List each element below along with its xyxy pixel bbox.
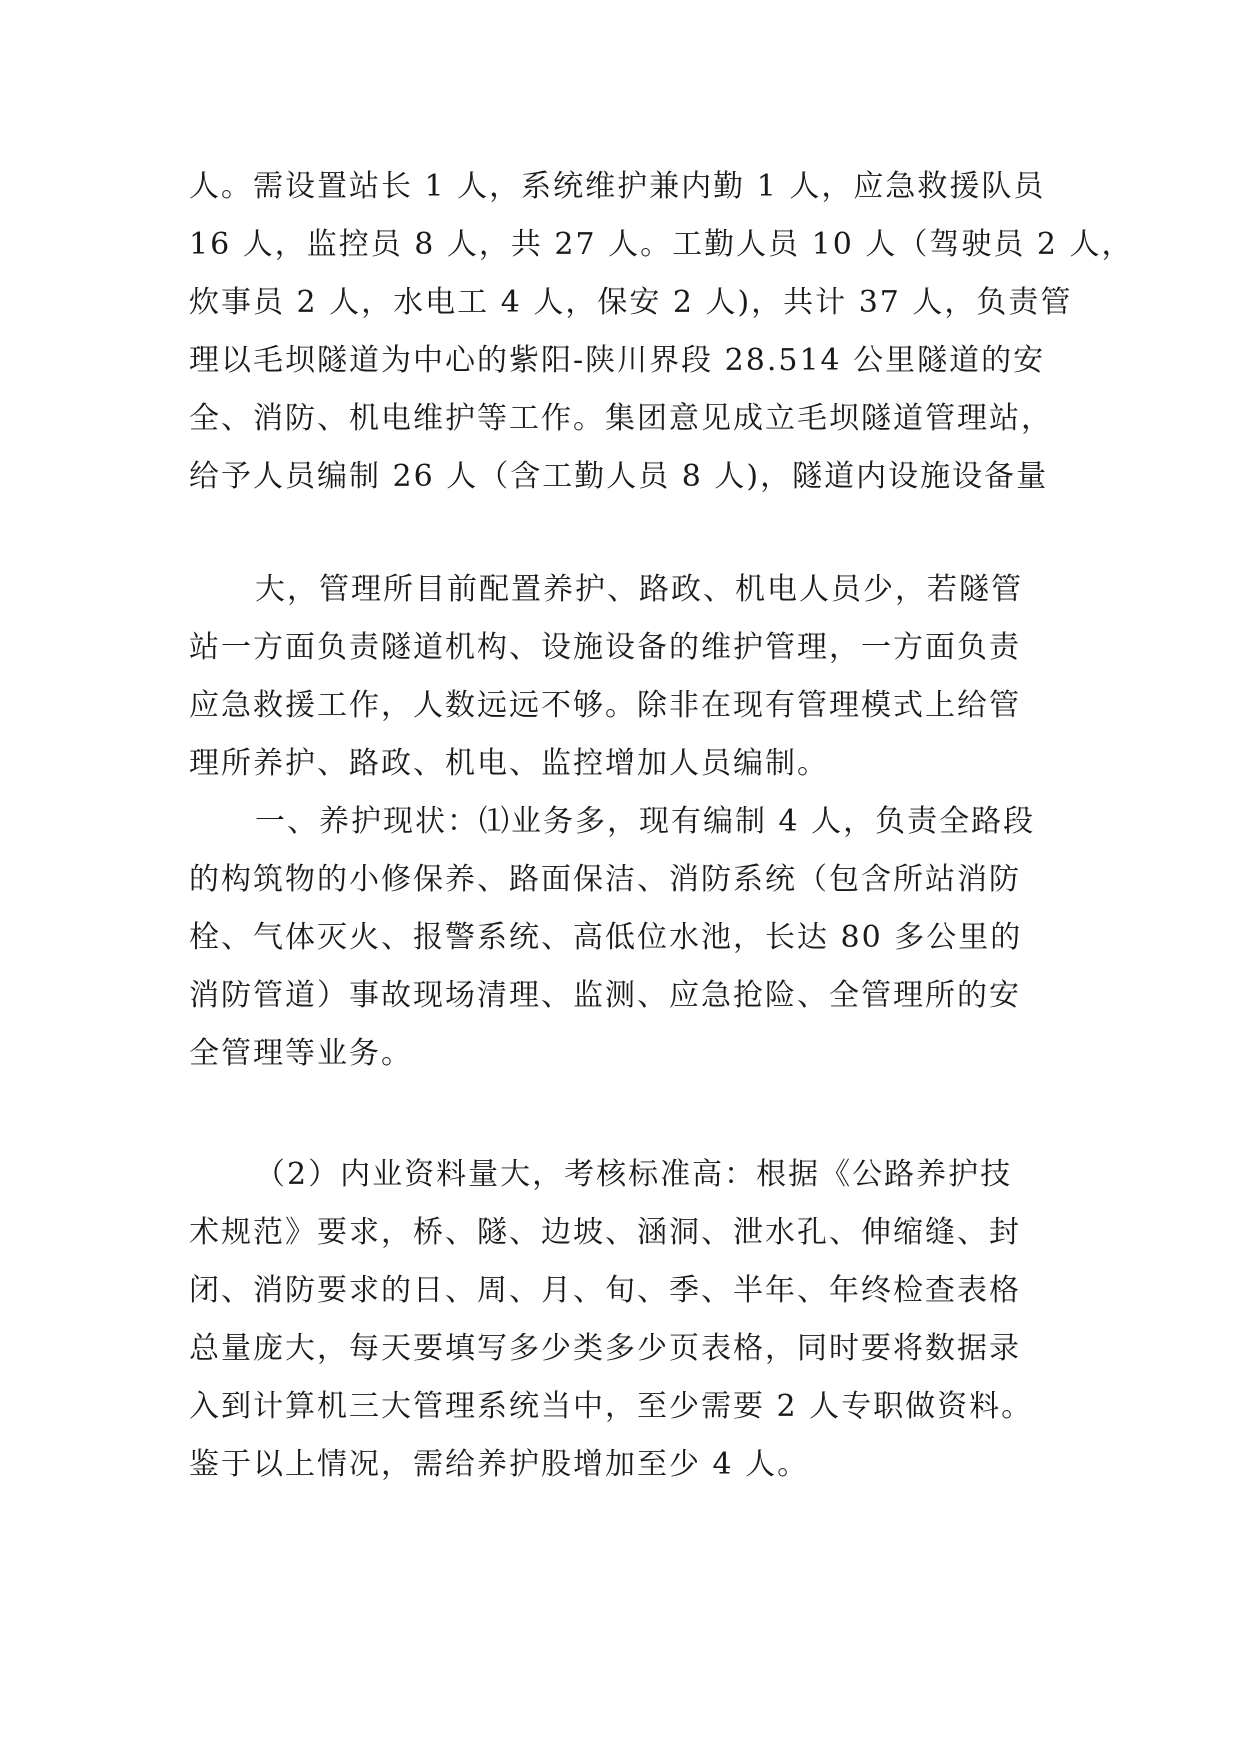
text-line: 站一方面负责隧道机构、设施设备的维护管理，一方面负责 (189, 630, 1021, 665)
text-line: 理以毛坝隧道为中心的紫阳-陕川界段 28.514 公里隧道的安 (189, 343, 1046, 378)
text-line: 给予人员编制 26 人（含工勤人员 8 人)，隧道内设施设备量 (189, 459, 1049, 494)
text-line: 栓、气体灭火、报警系统、高低位水池，长达 80 多公里的 (189, 920, 1023, 955)
text-line: 全、消防、机电维护等工作。集团意见成立毛坝隧道管理站， (189, 401, 1053, 436)
text-line: 应急救援工作，人数远远不够。除非在现有管理模式上给管 (189, 688, 1021, 723)
text-line: 鉴于以上情况，需给养护股增加至少 4 人。 (189, 1447, 810, 1482)
text-line: 闭、消防要求的日、周、月、旬、季、半年、年终检查表格 (189, 1273, 1021, 1308)
text-line: 理所养护、路政、机电、监控增加人员编制。 (189, 746, 829, 781)
paragraph-staffing (189, 158, 1134, 506)
text-line: 入到计算机三大管理系统当中，至少需要 2 人专职做资料。 (189, 1389, 1034, 1424)
text-line: 术规范》要求，桥、隧、边坡、涵洞、泄水孔、伸缩缝、封 (189, 1215, 1021, 1250)
text-line: 人。需设置站长 1 人，系统维护兼内勤 1 人，应急救援队员 (189, 169, 1046, 204)
text-line: 消防管道）事故现场清理、监测、应急抢险、全管理所的安 (189, 978, 1021, 1013)
text-line: 的构筑物的小修保养、路面保洁、消防系统（包含所站消防 (189, 862, 1021, 897)
text-line: 炊事员 2 人，水电工 4 人，保安 2 人)，共计 37 人，负责管 (189, 285, 1073, 320)
paragraph-internal-records (189, 1146, 1069, 1494)
text-line: 全管理等业务。 (189, 1036, 413, 1071)
text-line: （2）内业资料量大，考核标准高：根据《公路养护技 (255, 1157, 1013, 1192)
paragraph-maintenance-status (189, 561, 1069, 1083)
text-line: 16 人，监控员 8 人，共 27 人。工勤人员 10 人（驾驶员 2 人， (189, 227, 1134, 262)
text-line: 总量庞大，每天要填写多少类多少页表格，同时要将数据录 (189, 1331, 1021, 1366)
text-line: 一、养护现状：⑴业务多，现有编制 4 人，负责全路段 (255, 804, 1036, 839)
text-line: 大，管理所目前配置养护、路政、机电人员少，若隧管 (255, 572, 1023, 607)
